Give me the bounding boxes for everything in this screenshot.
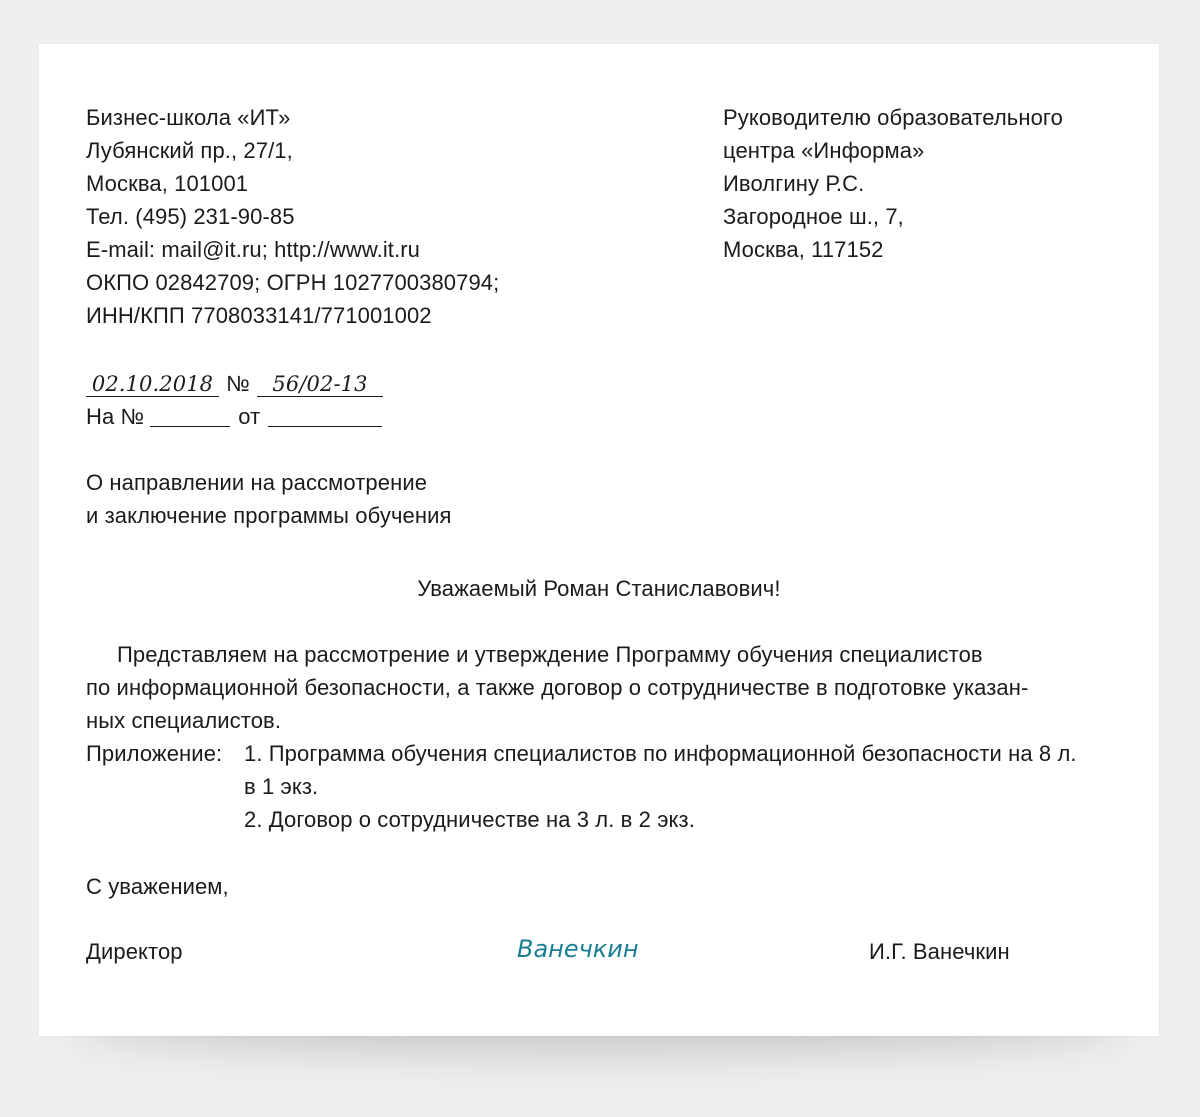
body-text	[86, 638, 1028, 737]
sender-line: Тел. (495) 231-90-85	[86, 204, 295, 229]
signer-position: Директор	[86, 939, 183, 964]
greeting: Уважаемый Роман Станиславович!	[417, 576, 781, 601]
reference-date-blank	[268, 404, 382, 427]
number-sign: №	[226, 371, 250, 396]
body-line: Представляем на рассмотрение и утверждение Программу обучения специалистов	[117, 642, 983, 667]
reference-number-blank	[150, 404, 230, 427]
sender-block	[86, 101, 499, 332]
body-line: ных специалистов.	[86, 708, 282, 733]
subject-block	[86, 466, 452, 532]
body-line: по информационной безопасности, а также договор о сотрудничестве в подготовке указан-	[86, 675, 1029, 700]
reference-prefix: На №	[86, 404, 145, 429]
attachment-item: в 1 экз.	[244, 774, 319, 799]
registration-line	[86, 367, 383, 400]
attachment-item: 1. Программа обучения специалистов по информационной безопасности на 8 л.	[244, 741, 1077, 766]
reference-from-label: от	[238, 404, 261, 429]
attachments-list	[244, 737, 1077, 836]
sender-line: ОКПО 02842709; ОГРН 1027700380794;	[86, 270, 500, 295]
recipient-line: Загородное ш., 7,	[723, 204, 904, 229]
closing: С уважением,	[86, 874, 229, 899]
sender-line: Москва, 101001	[86, 171, 249, 196]
handwritten-signature: Ванечкин	[517, 935, 639, 963]
recipient-line: Иволгину Р.С.	[723, 171, 865, 196]
registration-date: 02.10.2018	[86, 372, 219, 397]
letter-page	[39, 44, 1159, 1036]
attachments-label: Приложение:	[86, 741, 223, 766]
subject-line: О направлении на рассмотрение	[86, 470, 428, 495]
recipient-block	[723, 101, 1063, 266]
registration-number: 56/02-13	[257, 372, 383, 397]
signer-name: И.Г. Ванечкин	[869, 939, 1010, 964]
subject-line: и заключение программы обучения	[86, 503, 452, 528]
sender-line: Бизнес-школа «ИТ»	[86, 105, 291, 130]
reference-line	[86, 400, 382, 433]
recipient-line: центра «Информа»	[723, 138, 925, 163]
sender-line: E-mail: mail@it.ru; http://www.it.ru	[86, 237, 420, 262]
recipient-line: Москва, 117152	[723, 237, 884, 262]
sender-line: Лубянский пр., 27/1,	[86, 138, 293, 163]
attachment-item: 2. Договор о сотрудничестве на 3 л. в 2 экз.	[244, 807, 695, 832]
sender-line: ИНН/КПП 7708033141/771001002	[86, 303, 432, 328]
recipient-line: Руководителю образовательного	[723, 105, 1063, 130]
